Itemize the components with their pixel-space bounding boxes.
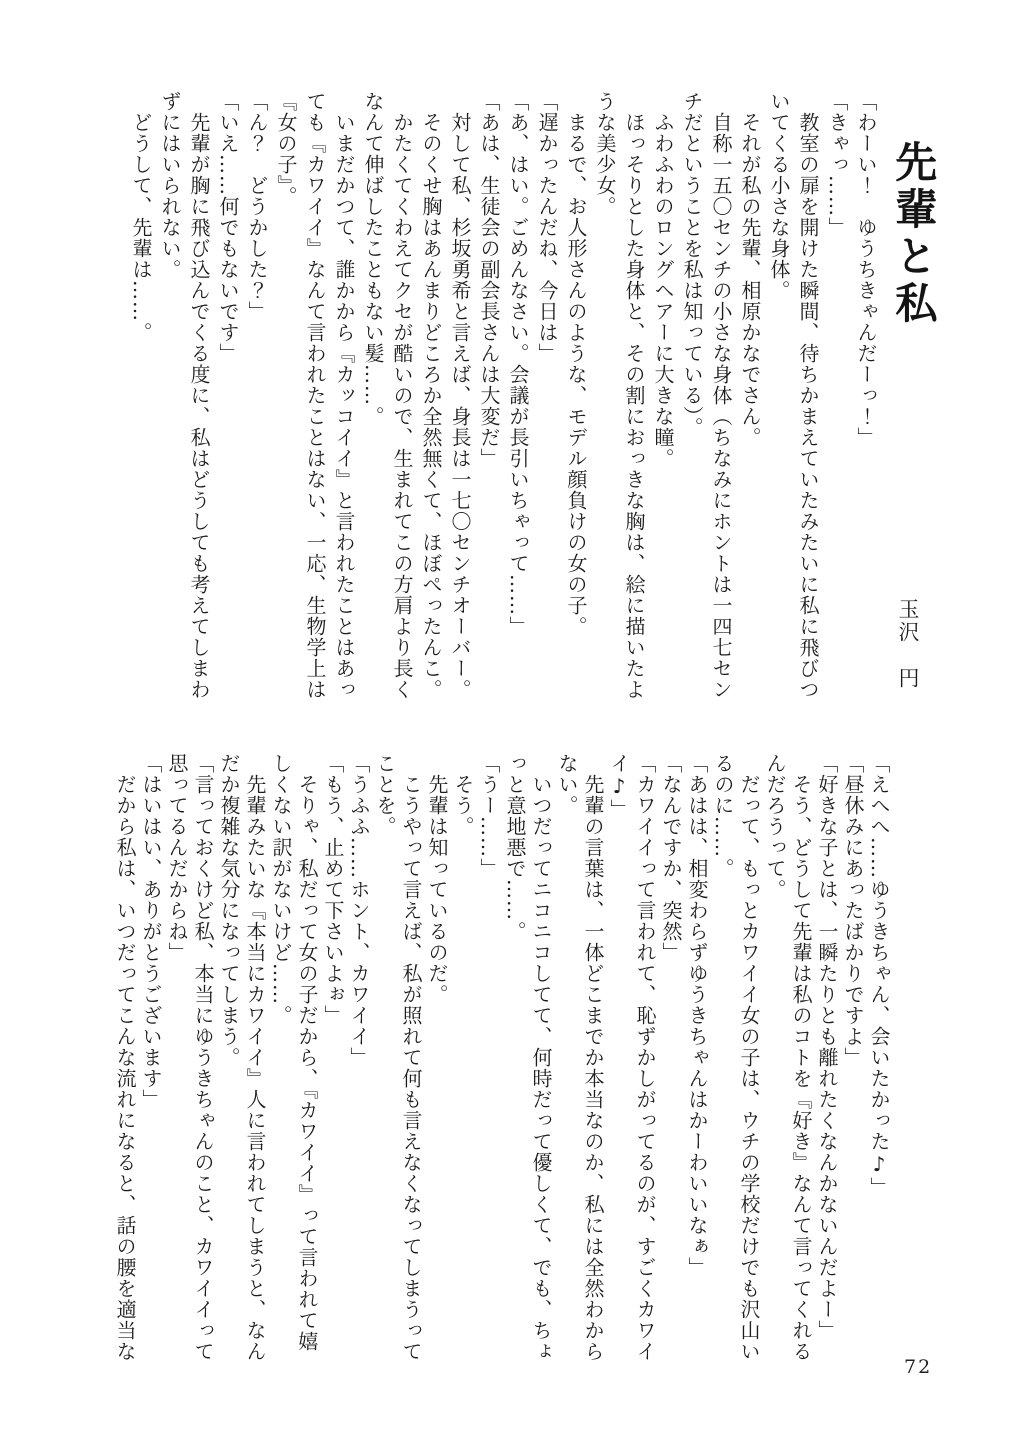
text-column: 対して私、杉坂勇希と言えば、身長は一七〇センチオーバー。: [448, 91, 472, 700]
text-block-top: [126, 91, 880, 716]
text-column: ない。: [555, 753, 579, 816]
text-column: 先輩は知っているのだ。: [425, 753, 449, 1005]
text-column: だって、もっとカワイイ女の子は、ウチの学校だけでも沢山い: [737, 753, 761, 1362]
text-column: 「はいはい、ありがとうございます」: [139, 753, 163, 1110]
text-column: ても『カワイイ』なんて言われたことはない、一応、生物学上は: [303, 91, 327, 700]
text-column: 先輩の言葉は、一体どこまでか本当なのか、私には全然わから: [581, 753, 605, 1362]
text-column: それが私の先輩、相原かなでさん。: [738, 91, 762, 448]
text-column: いまだかつて、誰かから『カッコイイ』と言われたことはあっ: [332, 91, 356, 700]
text-column: 『女の子』。: [274, 91, 298, 207]
text-column: うな美少女。: [593, 91, 617, 217]
text-column: いてくる小さな身体。: [767, 91, 791, 301]
text-column: ほっそりとした身体と、その割におっきな胸は、絵に描いたよ: [622, 91, 646, 700]
text-column: ずにはいられない。: [158, 91, 182, 280]
text-column: 「あは、生徒会の副会長さんは大変だ」: [477, 91, 501, 469]
text-column: 「カワイイって言われて、恥ずかしがってるのが、すごくカワイ: [633, 753, 657, 1362]
text-column: 「もう、止めて下さいよぉ」: [321, 753, 345, 1026]
text-column: 「きゃっ……」: [825, 91, 849, 238]
text-column: ことを。: [373, 753, 397, 837]
text-column: かたくてくわえてクセが酷いので、生まれてこの方肩より長く: [390, 91, 414, 700]
page-title: 先輩と私: [889, 140, 939, 328]
text-column: そりゃ、私だって女の子だから、『カワイイ』って言われて嬉: [295, 753, 319, 1352]
text-column: 「えへへ……ゆうきちゃん、会いたかった♪」: [867, 753, 891, 1198]
text-column: 「あ、はい。ごめんなさい。会議が長引いちゃって……」: [506, 91, 530, 637]
text-column: るのに……。: [711, 753, 735, 879]
text-column: 自称一五〇センチの小さな身体（ちなみにホントは一四七セン: [709, 91, 733, 700]
text-column: 先輩みたいな『本当にカワイイ』人に言われてしまうと、なん: [243, 753, 267, 1362]
text-column: 「あはは、相変わらずゆうきちゃんはかーわいいなぁ」: [685, 753, 709, 1278]
text-column: 「昼休みにあったばかりですよ」: [841, 753, 865, 1068]
text-block-bottom: [112, 753, 892, 1398]
text-column: いつだってニコニコしてて、何時だって優しくて、でも、ちょ: [529, 753, 553, 1362]
text-column: 「わーい！ ゆうちきゃんだーっ！」: [854, 91, 878, 448]
text-column: ふわふわのロングヘアーに大きな瞳。: [651, 91, 675, 469]
text-column: そう。: [451, 753, 475, 837]
text-column: チだということを私は知っている）。: [680, 91, 704, 438]
text-column: まるで、お人形さんのような、モデル顔負けの女の子。: [564, 91, 588, 637]
text-column: 「遅かったんだね、今日は」: [535, 91, 559, 364]
text-column: しくない訳がないけど……。: [269, 753, 293, 1026]
text-column: そのくせ胸はあんまりどころか全然無くて、ほぼぺったんこ。: [419, 91, 443, 700]
text-column: 「ん？ どうかした？」: [245, 91, 269, 322]
text-column: だか複雑な気分になってしまう。: [217, 753, 241, 1068]
text-column: 「いえ……何でもないです」: [216, 91, 240, 364]
text-column: そう、どうして先輩は私のコトを『好き』なんて言ってくれる: [789, 753, 813, 1362]
text-column: っと意地悪で……。: [503, 753, 527, 942]
text-column: 教室の扉を開けた瞬間、待ちかまえていたみたいに私に飛びつ: [796, 91, 820, 700]
text-column: 「うー……」: [477, 753, 501, 879]
text-column: どうして、先輩は……。: [129, 91, 153, 343]
text-column: なんて伸ばしたこともない髪……。: [361, 91, 385, 427]
text-column: 「好きな子とは、一瞬たりとも離れたくなんかないんだよー」: [815, 753, 839, 1341]
text-column: だから私は、いつだってこんな流れになると、話の腰を適当な: [113, 753, 137, 1362]
author-name: 玉沢 円: [896, 598, 920, 690]
text-column: 思ってるんだからね」: [165, 753, 189, 963]
text-column: 先輩が胸に飛び込んでくる度に、私はどうしても考えてしまわ: [187, 91, 211, 700]
text-column: イ♪」: [607, 753, 631, 820]
text-column: 「なんですか、突然」: [659, 753, 683, 963]
text-column: んだろうって。: [763, 753, 787, 900]
text-column: こうやって言えば、私が照れて何も言えなくなってしまうって: [399, 753, 423, 1362]
text-column: 「言っておくけど私、本当にゆうきちゃんのこと、カワイイって: [191, 753, 215, 1362]
page-number: 72: [904, 1356, 933, 1378]
text-column: 「うふふ……ホント、カワイイ」: [347, 753, 371, 1068]
